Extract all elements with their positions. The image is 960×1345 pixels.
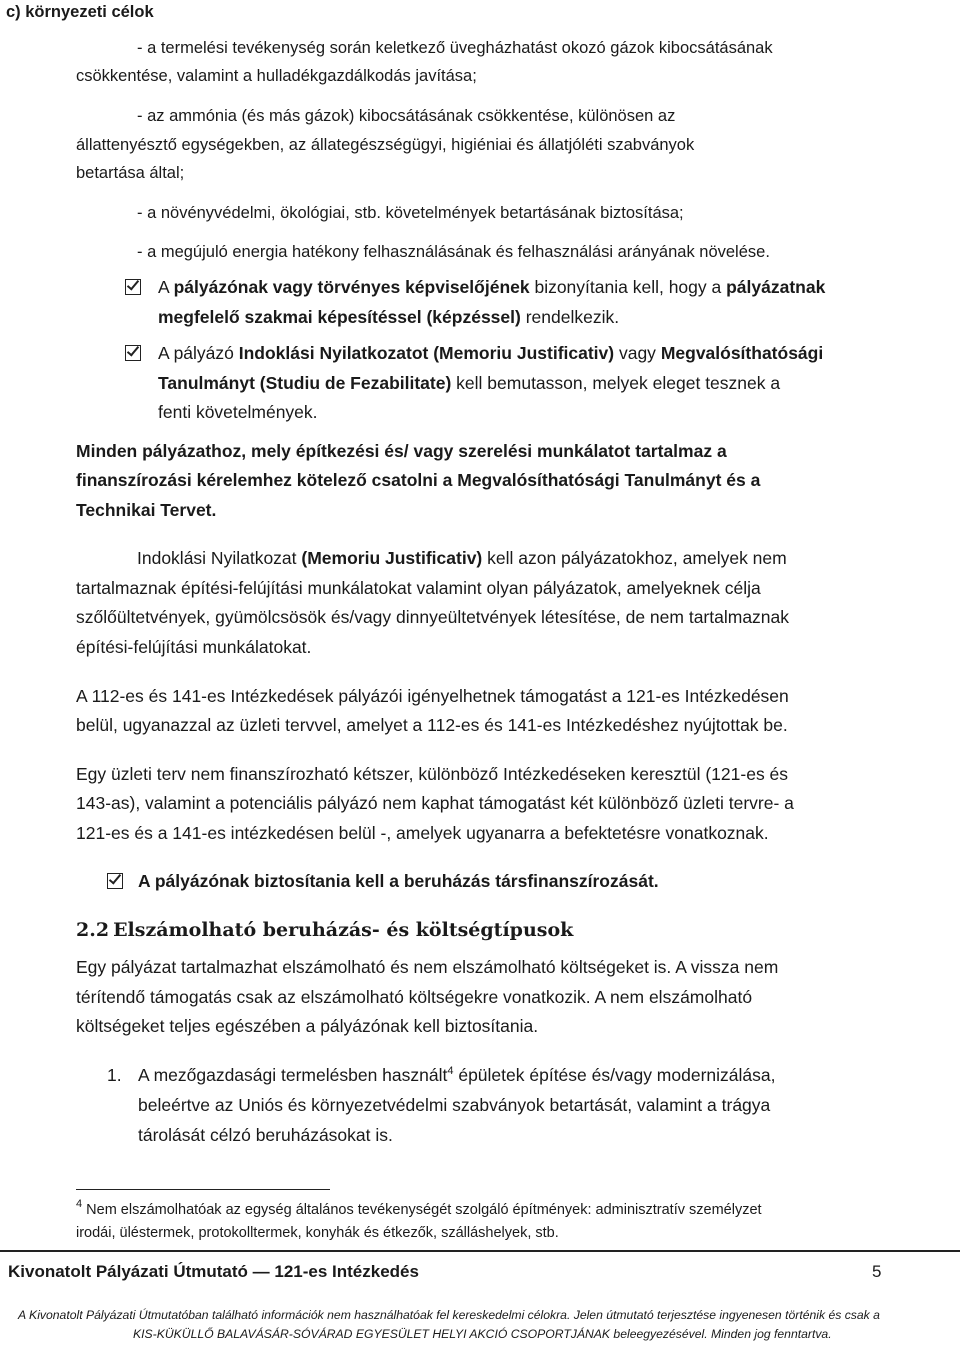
footnote-line-2: irodái, üléstermek, protokolltermek, konyhák és étkezők, szálláshelyek, stb. bbox=[76, 1225, 559, 1241]
indoklasi-paragraph-line-2: tartalmaznak építési-felújítási munkálatokat valamint olyan pályázatok, amelyeknek célja bbox=[76, 578, 761, 598]
disclaimer-line-1: A Kivonatolt Pályázati Útmutatóban található információk nem használhatóak fel kereskedelmi célokra. Jelen útmutató terjesztése ingyenesen történik és csak a bbox=[18, 1308, 880, 1322]
list-item-line-2: beleértve az Uniós és környezetvédelmi szabványok betartását, valamint a trágya bbox=[138, 1095, 771, 1115]
footnote-line-1: $^4$ Nem elszámolhatóak az egység általános tevékenységét szolgáló építmények: adminisztratív személyzet bbox=[76, 1198, 762, 1218]
list-item-line-3: tárolását célzó beruházásokat is. bbox=[138, 1125, 393, 1145]
bold-paragraph-line-3: Technikai Tervet. bbox=[76, 500, 217, 520]
cofinancing-requirement: A pályázónak biztosítania kell a beruházás társfinanszírozását. bbox=[138, 871, 659, 891]
disclaimer-line-2: KIS-KÜKÜLLŐ BALAVÁSÁR-SÓVÁRAD EGYESÜLET HELYI AKCIÓ CSOPORTJÁNAK beleegyezésével. Minden jog fenntartva. bbox=[133, 1327, 832, 1341]
section-heading: c) környezeti célok bbox=[6, 3, 154, 21]
page-number: 5 bbox=[872, 1262, 882, 1281]
footnote-separator bbox=[76, 1189, 330, 1190]
eligible-costs-paragraph-line-2: térítendő támogatás csak az elszámolható költségekre vonatkozik. A nem elszámolható bbox=[76, 987, 753, 1007]
objective-item-1-line-2: csökkentése, valamint a hulladékgazdálkodás javítása; bbox=[76, 67, 477, 85]
checkbox-icon bbox=[125, 345, 141, 361]
eligible-costs-paragraph-line-1: Egy pályázat tartalmazhat elszámolható és nem elszámolható költségeket is. A vissza nem bbox=[76, 957, 779, 977]
business-plan-paragraph-line-3: 121-es és a 141-es intézkedésen belül -, amelyek ugyanarra a befektetésre vonatkoznak. bbox=[76, 823, 769, 843]
business-plan-paragraph-line-2: 143-as), valamint a potenciális pályázó nem kaphat támogatást két különböző üzleti tervre- a bbox=[76, 793, 794, 813]
section-title: Elszámolható beruházás- és költségtípusok bbox=[113, 919, 574, 941]
requirement-2-line-1: A pályázó Indoklási Nyilatkozatot (Memoriu Justificativ) vagy Megvalósíthatósági bbox=[158, 343, 824, 363]
requirement-2-line-2: Tanulmányt (Studiu de Fezabilitate) kell bemutasson, melyek eleget tesznek a bbox=[158, 373, 781, 393]
objective-item-3: - a növényvédelmi, ökológiai, stb. követelmények betartásának biztosítása; bbox=[137, 204, 684, 222]
checkbox-icon bbox=[125, 279, 141, 295]
eligible-costs-paragraph-line-3: költségeket teljes egészében a pályázónak kell biztosítania. bbox=[76, 1016, 539, 1036]
measure-112-paragraph-line-1: A 112-es és 141-es Intézkedések pályázói igényelhetnek támogatást a 121-es Intézkedésen bbox=[76, 686, 789, 706]
objective-item-2-line-1: - az ammónia (és más gázok) kibocsátásának csökkentése, különösen az bbox=[137, 107, 676, 125]
checkbox-icon bbox=[107, 873, 123, 889]
indoklasi-paragraph-line-4: építési-felújítási munkálatokat. bbox=[76, 637, 312, 657]
bold-paragraph-line-2: finanszírozási kérelemhez kötelező csatolni a Megvalósíthatósági Tanulmányt és a bbox=[76, 470, 761, 490]
objective-item-4: - a megújuló energia hatékony felhasználásának és felhasználási arányának növelése. bbox=[137, 243, 770, 261]
measure-112-paragraph-line-2: belül, ugyanazzal az üzleti tervvel, amelyet a 112-es és 141-es Intézkedéshez nyújtottak be. bbox=[76, 715, 788, 735]
objective-item-2-line-2: állattenyésztő egységekben, az állategészségügyi, higiéniai és állatjóléti szabványok bbox=[76, 136, 695, 154]
footer-rule bbox=[0, 1250, 960, 1252]
requirement-2-line-3: fenti követelmények. bbox=[158, 402, 318, 422]
section-2-2-heading bbox=[76, 919, 573, 941]
section-number: 2.2 bbox=[76, 919, 110, 941]
list-number: 1. bbox=[107, 1065, 122, 1085]
indoklasi-paragraph-line-1: Indoklási Nyilatkozat (Memoriu Justificativ) kell azon pályázatokhoz, amelyek nem bbox=[137, 548, 787, 568]
indoklasi-paragraph-line-3: szőlőültetvények, gyümölcsösök és/vagy dinnyeültetvények létesítése, de nem tartalmaznak bbox=[76, 607, 790, 627]
bold-paragraph-line-1: Minden pályázathoz, mely építkezési és/ vagy szerelési munkálatot tartalmaz a bbox=[76, 441, 727, 461]
requirement-1-line-1: A pályázónak vagy törvényes képviselőjének bizonyítania kell, hogy a pályázatnak bbox=[158, 277, 826, 297]
business-plan-paragraph-line-1: Egy üzleti terv nem finanszírozható kétszer, különböző Intézkedéseken keresztül (121-es és bbox=[76, 764, 789, 784]
requirement-1-line-2: megfelelő szakmai képesítéssel (képzéssel) rendelkezik. bbox=[158, 307, 620, 327]
footer-document-title: Kivonatolt Pályázati Útmutató — 121-es Intézkedés bbox=[8, 1262, 419, 1281]
objective-item-2-line-3: betartása által; bbox=[76, 164, 185, 182]
list-item-line-1: A mezőgazdasági termelésben használt$^4$ épületek építése és/vagy modernizálása, bbox=[138, 1065, 776, 1085]
footnote-reference[interactable]: 4 bbox=[447, 1065, 454, 1077]
objective-item-1-line-1: - a termelési tevékenység során keletkező üvegházhatást okozó gázok kibocsátásának bbox=[137, 39, 773, 57]
